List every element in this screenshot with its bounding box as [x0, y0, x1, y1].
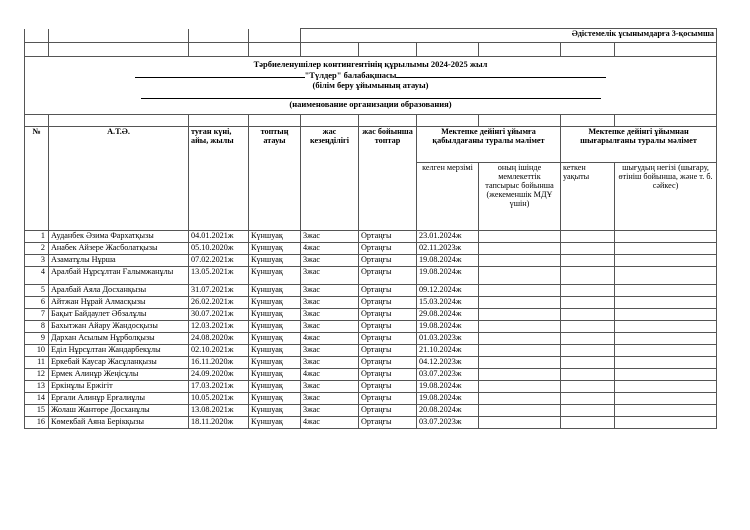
arrival-date: 20.08.2024ж: [417, 405, 479, 417]
group-name: Күншуақ: [249, 321, 301, 333]
state-order: [479, 297, 561, 309]
arrival-date: 19.08.2024ж: [417, 321, 479, 333]
birth-date: 02.10.2021ж: [189, 345, 249, 357]
age-group: Ортаңғы: [359, 417, 417, 429]
age-period: 3жас: [301, 255, 359, 267]
state-order: [479, 255, 561, 267]
header-num: №: [25, 127, 49, 231]
left-time: [561, 321, 615, 333]
row-number: 7: [25, 309, 49, 321]
age-group: Ортаңғы: [359, 345, 417, 357]
age-period: 3жас: [301, 309, 359, 321]
birth-date: 18.11.2020ж: [189, 417, 249, 429]
age-period: 3жас: [301, 405, 359, 417]
state-order: [479, 309, 561, 321]
left-reason: [615, 357, 717, 369]
birth-date: 10.05.2021ж: [189, 393, 249, 405]
header-left-time: кеткен уақыты: [561, 163, 615, 231]
table-row: [25, 297, 717, 309]
state-order: [479, 405, 561, 417]
table-row: [25, 231, 717, 243]
table-row: [25, 255, 717, 267]
header-age-group: жас бойынша топтар: [359, 127, 417, 231]
state-order: [479, 393, 561, 405]
group-name: Күншуақ: [249, 369, 301, 381]
left-time: [561, 417, 615, 429]
arrival-date: 19.08.2024ж: [417, 267, 479, 285]
birth-date: 13.05.2021ж: [189, 267, 249, 285]
row-number: 1: [25, 231, 49, 243]
age-group: Ортаңғы: [359, 267, 417, 285]
arrival-date: 23.01.2024ж: [417, 231, 479, 243]
left-time: [561, 309, 615, 321]
child-name: Еділ Нұрсұлтан Жандарбекұлы: [49, 345, 189, 357]
birth-date: 31.07.2021ж: [189, 285, 249, 297]
group-name: Күншуақ: [249, 357, 301, 369]
state-order: [479, 369, 561, 381]
age-period: 3жас: [301, 357, 359, 369]
age-group: Ортаңғы: [359, 393, 417, 405]
header-left-reason: шығудың негізі (шығару, өтініш бойынша, және т. б. сәйкес): [615, 163, 717, 231]
header-state-order: оның ішінде мемлекеттік тапсырыс бойынша (жекеменшік МДҰ үшін): [479, 163, 561, 231]
left-time: [561, 231, 615, 243]
child-name: Бахытжан Айару Жандосқызы: [49, 321, 189, 333]
age-period: 3жас: [301, 345, 359, 357]
arrival-date: 09.12.2024ж: [417, 285, 479, 297]
child-name: Ауданбек Әзима Фархатқызы: [49, 231, 189, 243]
group-name: Күншуақ: [249, 255, 301, 267]
row-number: 2: [25, 243, 49, 255]
child-name: Аралбай Аяла Досханқызы: [49, 285, 189, 297]
left-time: [561, 255, 615, 267]
state-order: [479, 357, 561, 369]
state-order: [479, 243, 561, 255]
age-period: 3жас: [301, 267, 359, 285]
age-group: Ортаңғы: [359, 369, 417, 381]
child-name: Көмекбай Аяна Берікқызы: [49, 417, 189, 429]
header-age: жас кезеңділігі: [301, 127, 359, 231]
group-name: Күншуақ: [249, 405, 301, 417]
header-row: [25, 127, 717, 163]
table-row: [25, 267, 717, 285]
left-reason: [615, 333, 717, 345]
table-row: [25, 357, 717, 369]
birth-date: 24.09.2020ж: [189, 369, 249, 381]
row-number: 15: [25, 405, 49, 417]
group-name: Күншуақ: [249, 417, 301, 429]
appendix-note: Әдістемелік ұсынымдарға 3-қосымша: [301, 29, 717, 43]
table-row: [25, 345, 717, 357]
group-name: Күншуақ: [249, 243, 301, 255]
group-name: Күншуақ: [249, 381, 301, 393]
row-number: 16: [25, 417, 49, 429]
age-period: 4жас: [301, 243, 359, 255]
age-period: 4жас: [301, 333, 359, 345]
left-reason: [615, 309, 717, 321]
child-name: Еркебай Каусар Жасұланқызы: [49, 357, 189, 369]
table-row: [25, 333, 717, 345]
arrival-date: 02.11.2023ж: [417, 243, 479, 255]
age-period: 3жас: [301, 285, 359, 297]
child-name: Ермек Алинұр Жеңісұлы: [49, 369, 189, 381]
age-group: Ортаңғы: [359, 405, 417, 417]
header-group: топтың атауы: [249, 127, 301, 231]
age-group: Ортаңғы: [359, 357, 417, 369]
left-reason: [615, 255, 717, 267]
left-time: [561, 405, 615, 417]
left-reason: [615, 243, 717, 255]
left-reason: [615, 321, 717, 333]
left-reason: [615, 297, 717, 309]
table-row: [25, 243, 717, 255]
arrival-date: 19.08.2024ж: [417, 393, 479, 405]
table-row: [25, 405, 717, 417]
header-dob: туған күні, айы, жылы: [189, 127, 249, 231]
left-reason: [615, 267, 717, 285]
left-time: [561, 381, 615, 393]
age-period: 3жас: [301, 381, 359, 393]
age-group: Ортаңғы: [359, 255, 417, 267]
kindergarten-name: "Түлдер" балабақшасы: [304, 70, 397, 80]
org-name-caption-kz: (білім беру ұйымының атауы): [312, 80, 429, 90]
row-number: 6: [25, 297, 49, 309]
state-order: [479, 333, 561, 345]
group-name: Күншуақ: [249, 309, 301, 321]
arrival-date: 21.10.2024ж: [417, 345, 479, 357]
left-time: [561, 345, 615, 357]
state-order: [479, 345, 561, 357]
left-reason: [615, 405, 717, 417]
table-row: [25, 369, 717, 381]
child-name: Дархан Асылым Нұрболқызы: [49, 333, 189, 345]
child-name: Еркінұлы Ержігіт: [49, 381, 189, 393]
state-order: [479, 417, 561, 429]
group-name: Күншуақ: [249, 345, 301, 357]
age-group: Ортаңғы: [359, 297, 417, 309]
left-time: [561, 333, 615, 345]
table-row: [25, 417, 717, 429]
left-time: [561, 393, 615, 405]
title-row: [25, 57, 717, 115]
birth-date: 24.08.2020ж: [189, 333, 249, 345]
age-group: Ортаңғы: [359, 309, 417, 321]
age-period: 3жас: [301, 321, 359, 333]
left-reason: [615, 369, 717, 381]
arrival-date: 15.03.2024ж: [417, 297, 479, 309]
age-period: 3жас: [301, 393, 359, 405]
child-name: Аралбай Нұрсұлтан Ғалымжанұлы: [49, 267, 189, 285]
child-name: Айтжан Нұрай Алмасқызы: [49, 297, 189, 309]
group-name: Күншуақ: [249, 285, 301, 297]
birth-date: 07.02.2021ж: [189, 255, 249, 267]
row-number: 10: [25, 345, 49, 357]
state-order: [479, 285, 561, 297]
row-number: 14: [25, 393, 49, 405]
birth-date: 13.08.2021ж: [189, 405, 249, 417]
org-name-caption-ru: (наименование организации образования): [289, 99, 452, 109]
age-group: Ортаңғы: [359, 231, 417, 243]
row-number: 3: [25, 255, 49, 267]
birth-date: 05.10.2020ж: [189, 243, 249, 255]
left-reason: [615, 345, 717, 357]
group-name: Күншуақ: [249, 393, 301, 405]
state-order: [479, 381, 561, 393]
row-number: 11: [25, 357, 49, 369]
table-row: [25, 309, 717, 321]
row-number: 13: [25, 381, 49, 393]
age-group: Ортаңғы: [359, 243, 417, 255]
left-reason: [615, 285, 717, 297]
age-period: 3жас: [301, 231, 359, 243]
contingent-table: [24, 28, 717, 429]
age-group: Ортаңғы: [359, 285, 417, 297]
left-time: [561, 243, 615, 255]
group-name: Күншуақ: [249, 297, 301, 309]
age-period: 4жас: [301, 417, 359, 429]
left-reason: [615, 393, 717, 405]
child-name: Анабек Айзере Жасболатқызы: [49, 243, 189, 255]
left-time: [561, 285, 615, 297]
row-number: 9: [25, 333, 49, 345]
row-number: 12: [25, 369, 49, 381]
left-time: [561, 369, 615, 381]
appendix-row: [25, 29, 717, 43]
left-time: [561, 297, 615, 309]
arrival-date: 19.08.2024ж: [417, 255, 479, 267]
arrival-date: 01.03.2023ж: [417, 333, 479, 345]
age-group: Ортаңғы: [359, 321, 417, 333]
left-time: [561, 357, 615, 369]
left-reason: [615, 231, 717, 243]
left-reason: [615, 417, 717, 429]
birth-date: 12.03.2021ж: [189, 321, 249, 333]
child-name: Бақыт Байдаулет Әбзалұлы: [49, 309, 189, 321]
document-title: Тәрбиеленушілер контингентінің құрылымы 2024-2025 жыл: [253, 59, 488, 69]
child-name: Ерғали Алинұр Ерғалиұлы: [49, 393, 189, 405]
birth-date: 04.01.2021ж: [189, 231, 249, 243]
header-name: А.Т.Ә.: [49, 127, 189, 231]
birth-date: 17.03.2021ж: [189, 381, 249, 393]
birth-date: 30.07.2021ж: [189, 309, 249, 321]
arrival-date: 04.12.2023ж: [417, 357, 479, 369]
arrival-date: 03.07.2023ж: [417, 369, 479, 381]
age-period: 3жас: [301, 297, 359, 309]
header-departure: Мектепке дейінгі ұйымнан шығарылғаны туралы мәлімет: [561, 127, 717, 163]
state-order: [479, 321, 561, 333]
arrival-date: 19.08.2024ж: [417, 381, 479, 393]
left-time: [561, 267, 615, 285]
group-name: Күншуақ: [249, 333, 301, 345]
child-name: Жолаш Жантөре Досханұлы: [49, 405, 189, 417]
header-arrival-date: келген мерзімі: [417, 163, 479, 231]
birth-date: 16.11.2020ж: [189, 357, 249, 369]
group-name: Күншуақ: [249, 231, 301, 243]
header-admission: Мектепке дейінгі ұйымға қабылдағаны туралы мәлімет: [417, 127, 561, 163]
table-row: [25, 321, 717, 333]
table-row: [25, 285, 717, 297]
row-number: 8: [25, 321, 49, 333]
table-row: [25, 381, 717, 393]
row-number: 4: [25, 267, 49, 285]
arrival-date: 03.07.2023ж: [417, 417, 479, 429]
state-order: [479, 231, 561, 243]
left-reason: [615, 381, 717, 393]
birth-date: 26.02.2021ж: [189, 297, 249, 309]
group-name: Күншуақ: [249, 267, 301, 285]
table-row: [25, 393, 717, 405]
state-order: [479, 267, 561, 285]
age-group: Ортаңғы: [359, 333, 417, 345]
age-period: 4жас: [301, 369, 359, 381]
child-name: Азаматұлы Нұрша: [49, 255, 189, 267]
age-group: Ортаңғы: [359, 381, 417, 393]
row-number: 5: [25, 285, 49, 297]
arrival-date: 29.08.2024ж: [417, 309, 479, 321]
